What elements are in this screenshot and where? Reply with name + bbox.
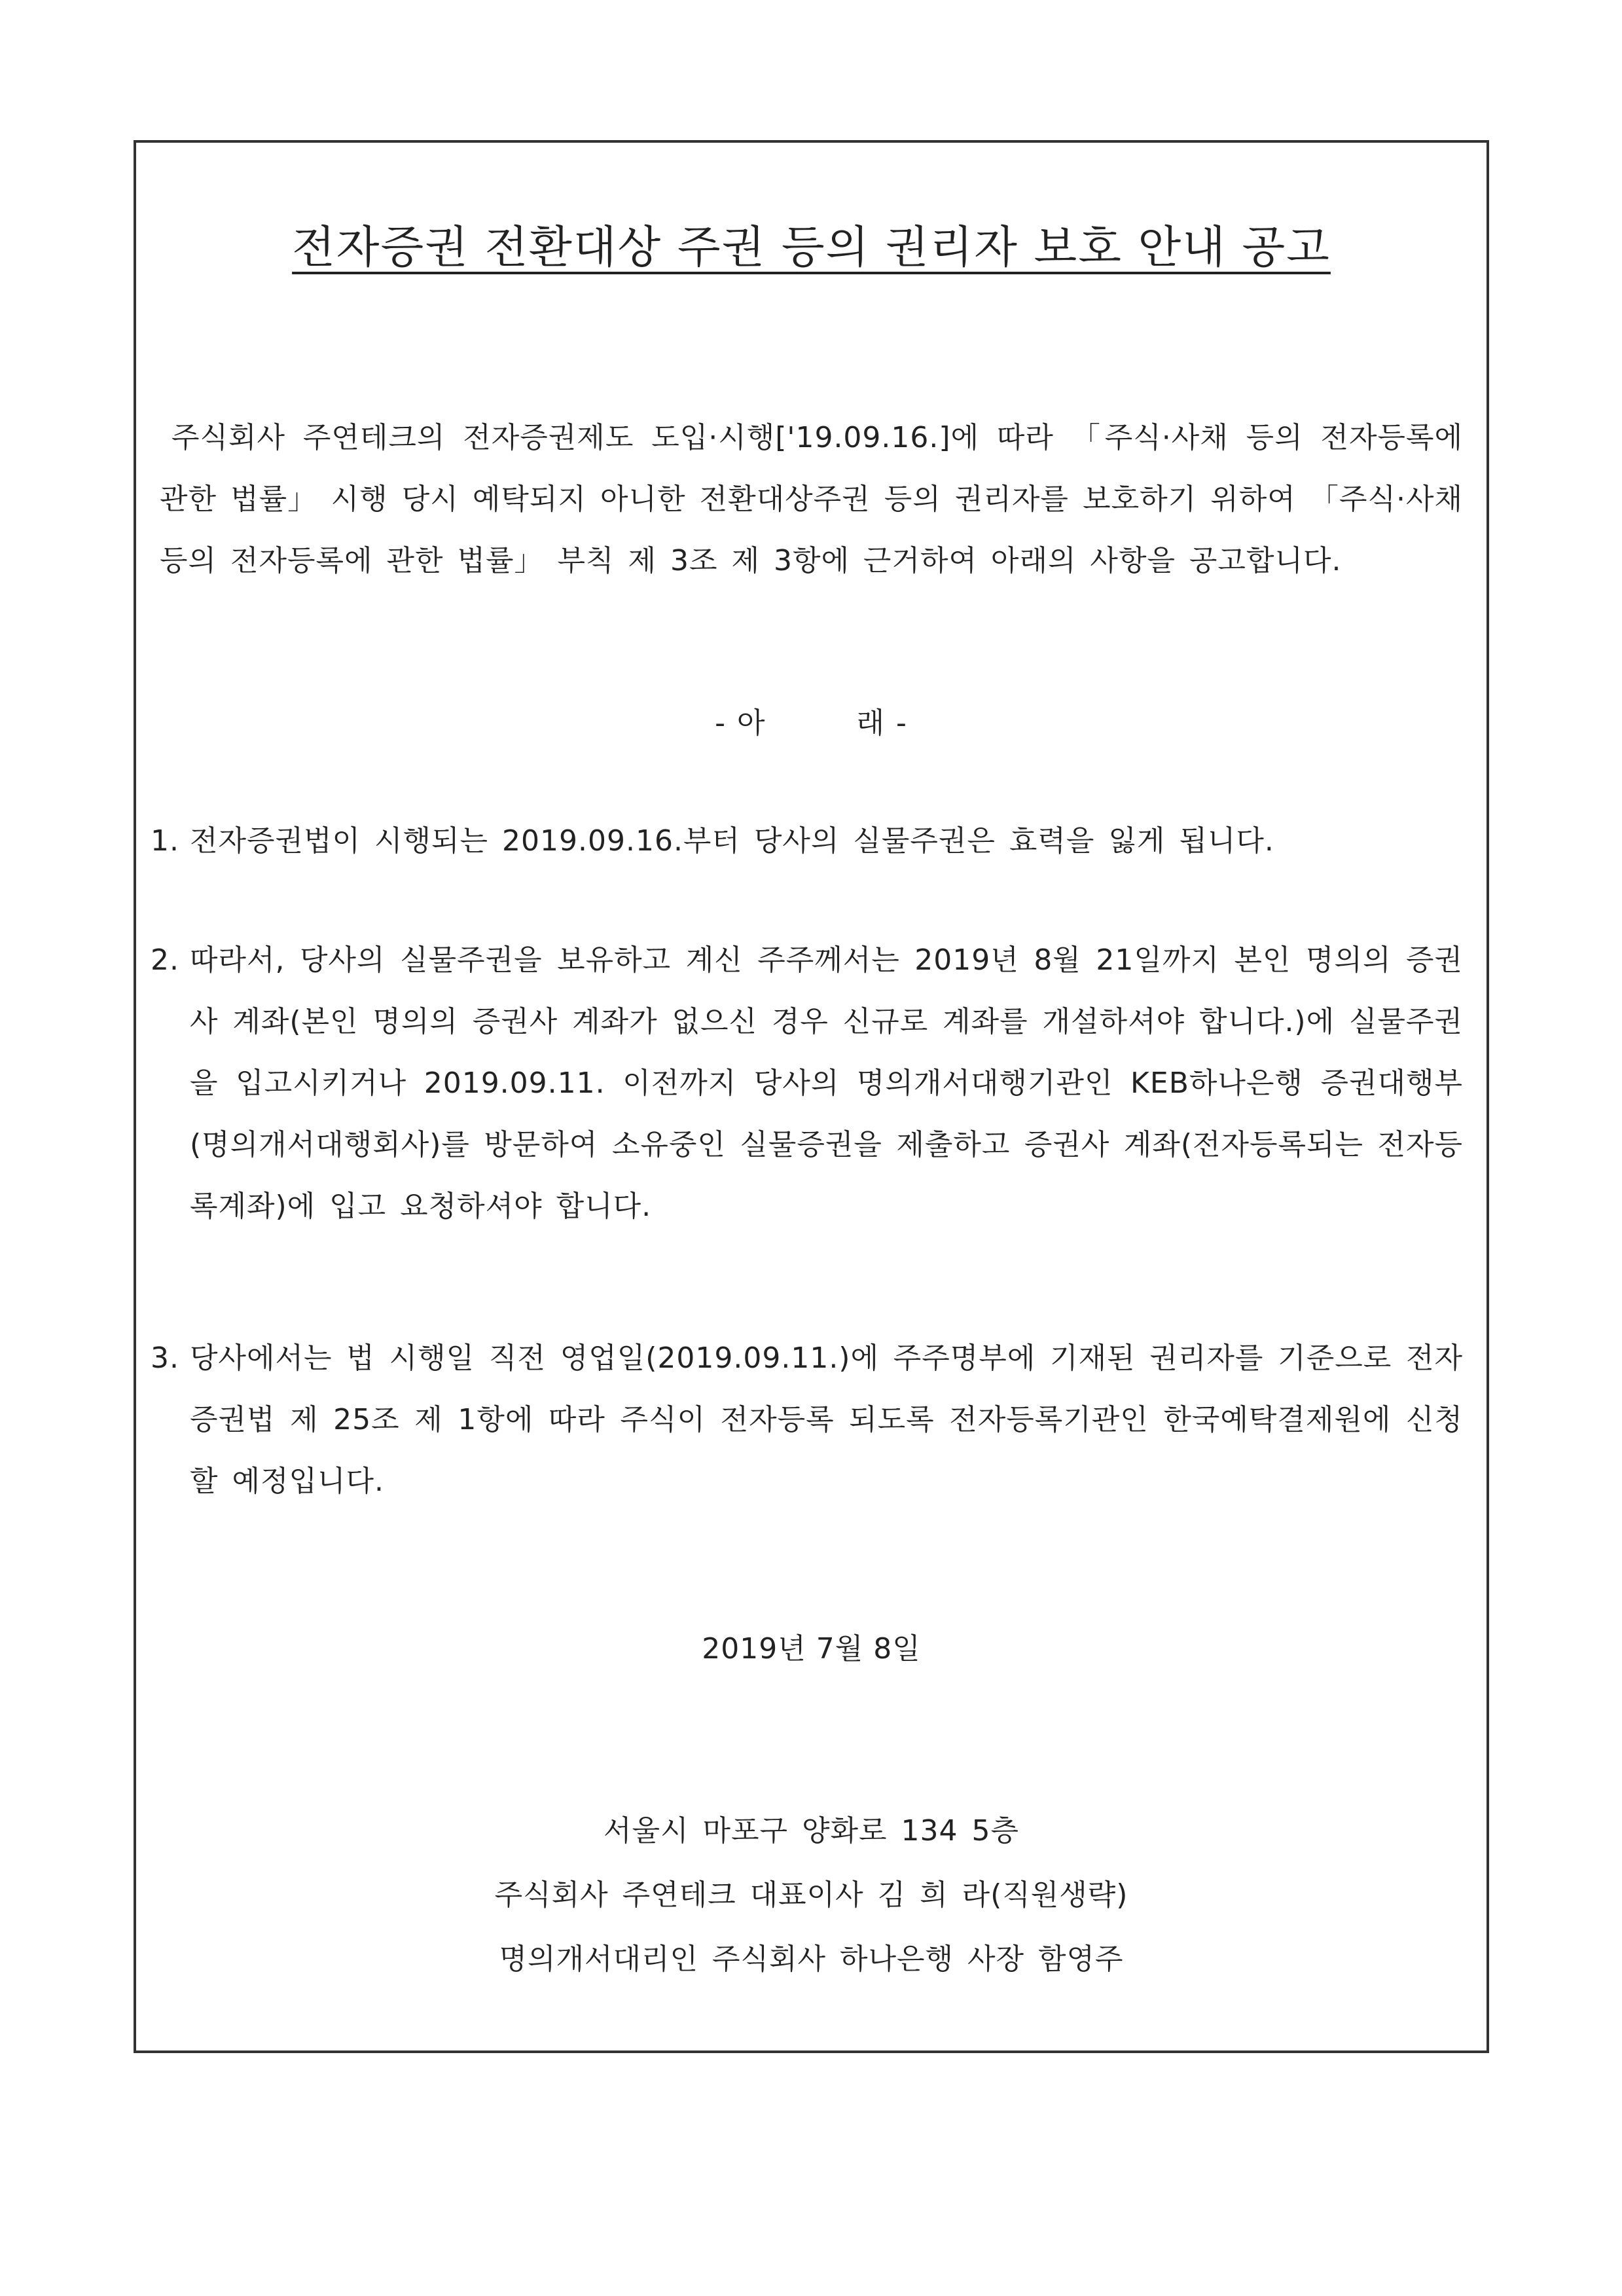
list-item-number: 2. bbox=[151, 943, 179, 977]
list-item bbox=[151, 1328, 1463, 1512]
list-item bbox=[151, 811, 1463, 872]
list-item-text: 전자증권법이 시행되는 2019.09.16.부터 당사의 실물주권은 효력을 잃게 됩니다. bbox=[190, 824, 1274, 858]
signature-block bbox=[136, 1799, 1487, 1992]
list-item-text: 따라서, 당사의 실물주권을 보유하고 계신 주주께서는 2019년 8월 21일까지 본인 명의의 증권사 계좌(본인 명의의 증권사 계좌가 없으신 경우 신규로 계좌를 개설하셔야 합니다.)에 실물주권을 입고시키거나 2019.09.11. 이전까지 당사의 명의개서대행기관인 KEB하나은행 증권대행부(명의개서대행회사)를 방문하여 소유중인 실물증권을 제출하고 증권사 계좌(전자등록되는 전자등록계좌)에 입고 요청하셔야 합니다. bbox=[190, 943, 1463, 1223]
notice-date: 2019년 7월 8일 bbox=[702, 1632, 921, 1666]
list-item bbox=[151, 930, 1463, 1237]
list-item-text: 당사에서는 법 시행일 직전 영업일(2019.09.11.)에 주주명부에 기재된 권리자를 기준으로 전자증권법 제 25조 제 1항에 따라 주식이 전자등록 되도록 전자등록기관인 한국예탁결제원에 신청할 예정입니다. bbox=[190, 1341, 1463, 1498]
list-item-number: 1. bbox=[151, 824, 179, 858]
list-item-number: 3. bbox=[151, 1341, 179, 1375]
signature-company: 주식회사 주연테크 대표이사 김 희 라(직원생략) bbox=[494, 1878, 1128, 1912]
intro-paragraph: 주식회사 주연테크의 전자증권제도 도입·시행['19.09.16.]에 따라 「주식·사채 등의 전자등록에 관한 법률」 시행 당시 예탁되지 아니한 전환대상주권 등의 권리자를 보호하기 위하여 「주식·사채 등의 전자등록에 관한 법률」 부칙 제 3조 제 3항에 근거하여 아래의 사항을 공고합니다. bbox=[160, 421, 1463, 577]
notice-label: - 아 래 - bbox=[715, 706, 908, 740]
document-title-text: 전자증권 전환대상 주권 등의 권리자 보호 안내 공고 bbox=[292, 222, 1331, 274]
signature-address: 서울시 마포구 양화로 134 5층 bbox=[604, 1814, 1019, 1848]
notice-frame bbox=[134, 140, 1489, 2053]
signature-agent: 명의개서대리인 주식회사 하나은행 사장 함영주 bbox=[499, 1942, 1124, 1976]
document-title bbox=[136, 221, 1487, 275]
